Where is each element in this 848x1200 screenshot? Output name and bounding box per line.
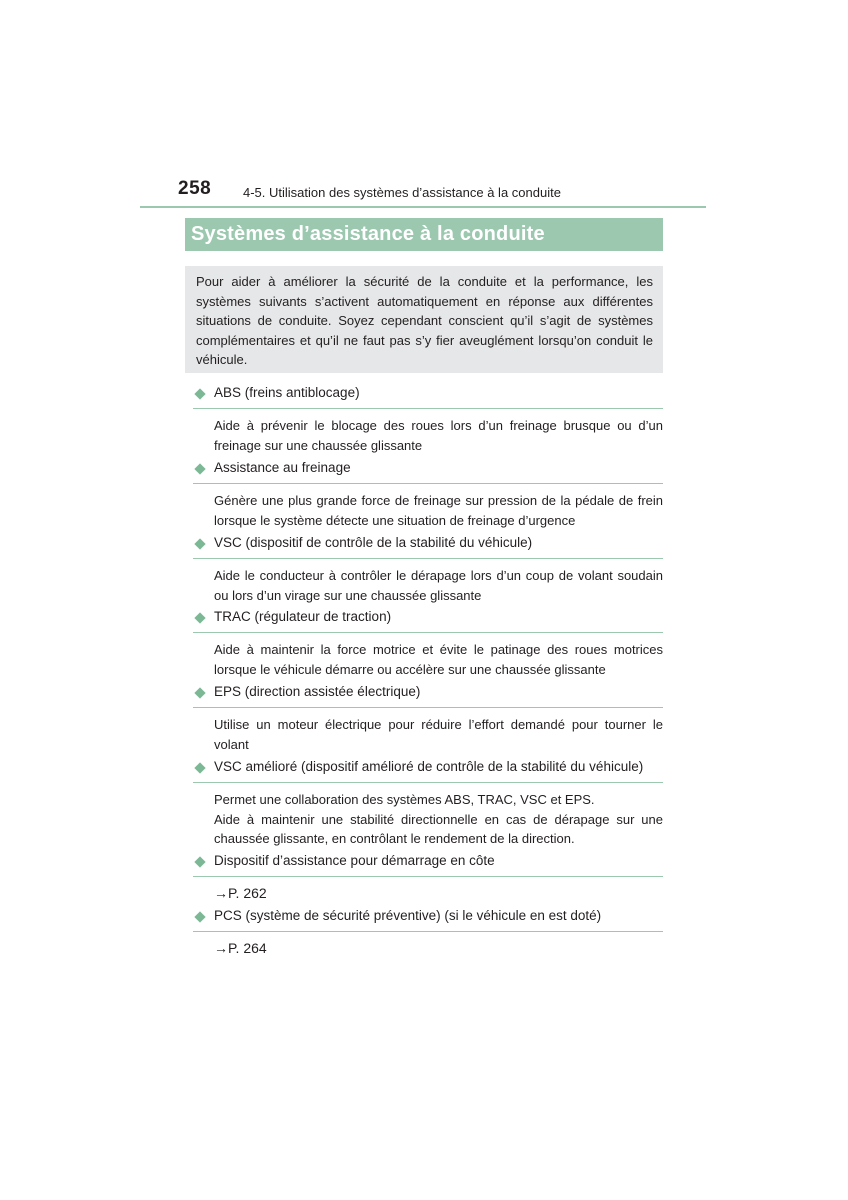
item-title: PCS (système de sécurité préventive) (si le véhicule en est doté) xyxy=(214,908,602,923)
page-number: 258 xyxy=(178,178,212,199)
item-title: ABS (freins antiblocage) xyxy=(214,385,360,400)
intro-text: Pour aider à améliorer la sécurité de la conduite et la performance, les systèmes suivants s’activent automatiquement en réponse aux différentes situations de conduite. Soyez cependant conscient qu’il s’agit de systèmes complémentaires et qu’il ne faut pas s’y fier aveuglément lorsqu’on conduit le véhicule. xyxy=(196,274,653,367)
list-item xyxy=(193,907,663,959)
item-title: VSC (dispositif de contrôle de la stabilité du véhicule) xyxy=(214,535,533,550)
item-heading xyxy=(193,459,663,484)
diamond-bullet-icon xyxy=(194,538,205,549)
item-title: EPS (direction assistée électrique) xyxy=(214,684,421,699)
page-reference-link[interactable]: →P. 264 xyxy=(214,940,267,956)
item-title: VSC amélioré (dispositif amélioré de contrôle de la stabilité du véhicule) xyxy=(214,759,644,774)
item-heading xyxy=(193,534,663,559)
item-description xyxy=(214,884,663,904)
section-title-bar xyxy=(185,218,663,251)
item-text: Aide à maintenir la force motrice et évite le patinage des roues motrices lorsque le véhicule démarre ou accélère sur une chaussée glissante xyxy=(214,642,663,677)
diamond-bullet-icon xyxy=(194,463,205,474)
list-item xyxy=(193,534,663,605)
item-description xyxy=(214,491,663,530)
item-text: Aide à maintenir une stabilité directionnelle en cas de dérapage sur une chaussée glissante, en contrôlant le rendement de la direction. xyxy=(214,811,663,846)
page-reference-link[interactable]: →P. 262 xyxy=(214,885,267,901)
item-text: Utilise un moteur électrique pour réduire l’effort demandé pour tourner le volant xyxy=(214,717,663,752)
diamond-bullet-icon xyxy=(194,911,205,922)
item-heading xyxy=(193,907,663,932)
item-description xyxy=(214,640,663,679)
list-item xyxy=(193,608,663,679)
item-title: TRAC (régulateur de traction) xyxy=(214,609,392,624)
item-description xyxy=(214,715,663,754)
item-text: Permet une collaboration des systèmes ABS, TRAC, VSC et EPS. xyxy=(214,792,595,807)
diamond-bullet-icon xyxy=(194,687,205,698)
section-title: Systèmes d’assistance à la conduite xyxy=(191,223,545,245)
diamond-bullet-icon xyxy=(194,388,205,399)
chapter-title: 4-5. Utilisation des systèmes d’assistance à la conduite xyxy=(243,185,561,200)
item-title: Assistance au freinage xyxy=(214,460,351,475)
list-item xyxy=(193,852,663,904)
item-text: Génère une plus grande force de freinage sur pression de la pédale de frein lorsque le système détecte une situation de freinage d’urgence xyxy=(214,493,663,528)
item-text: Aide le conducteur à contrôler le dérapage lors d’un coup de volant soudain ou lors d’un virage sur une chaussée glissante xyxy=(214,568,663,603)
item-text: Aide à prévenir le blocage des roues lors d’un freinage brusque ou d’un freinage sur une chaussée glissante xyxy=(214,418,663,453)
diamond-bullet-icon xyxy=(194,762,205,773)
list-item xyxy=(193,758,663,849)
page-header xyxy=(0,178,848,210)
diamond-bullet-icon xyxy=(194,856,205,867)
list-item xyxy=(193,459,663,530)
item-heading xyxy=(193,852,663,877)
header-divider xyxy=(140,206,706,208)
item-heading xyxy=(193,683,663,708)
item-heading xyxy=(193,758,663,783)
item-description xyxy=(214,790,663,849)
item-description xyxy=(214,939,663,959)
item-description xyxy=(214,566,663,605)
diamond-bullet-icon xyxy=(194,612,205,623)
list-item xyxy=(193,683,663,754)
list-item xyxy=(193,384,663,455)
item-heading xyxy=(193,384,663,409)
intro-box xyxy=(185,266,663,373)
item-description xyxy=(214,416,663,455)
item-heading xyxy=(193,608,663,633)
item-title: Dispositif d’assistance pour démarrage en côte xyxy=(214,853,495,868)
